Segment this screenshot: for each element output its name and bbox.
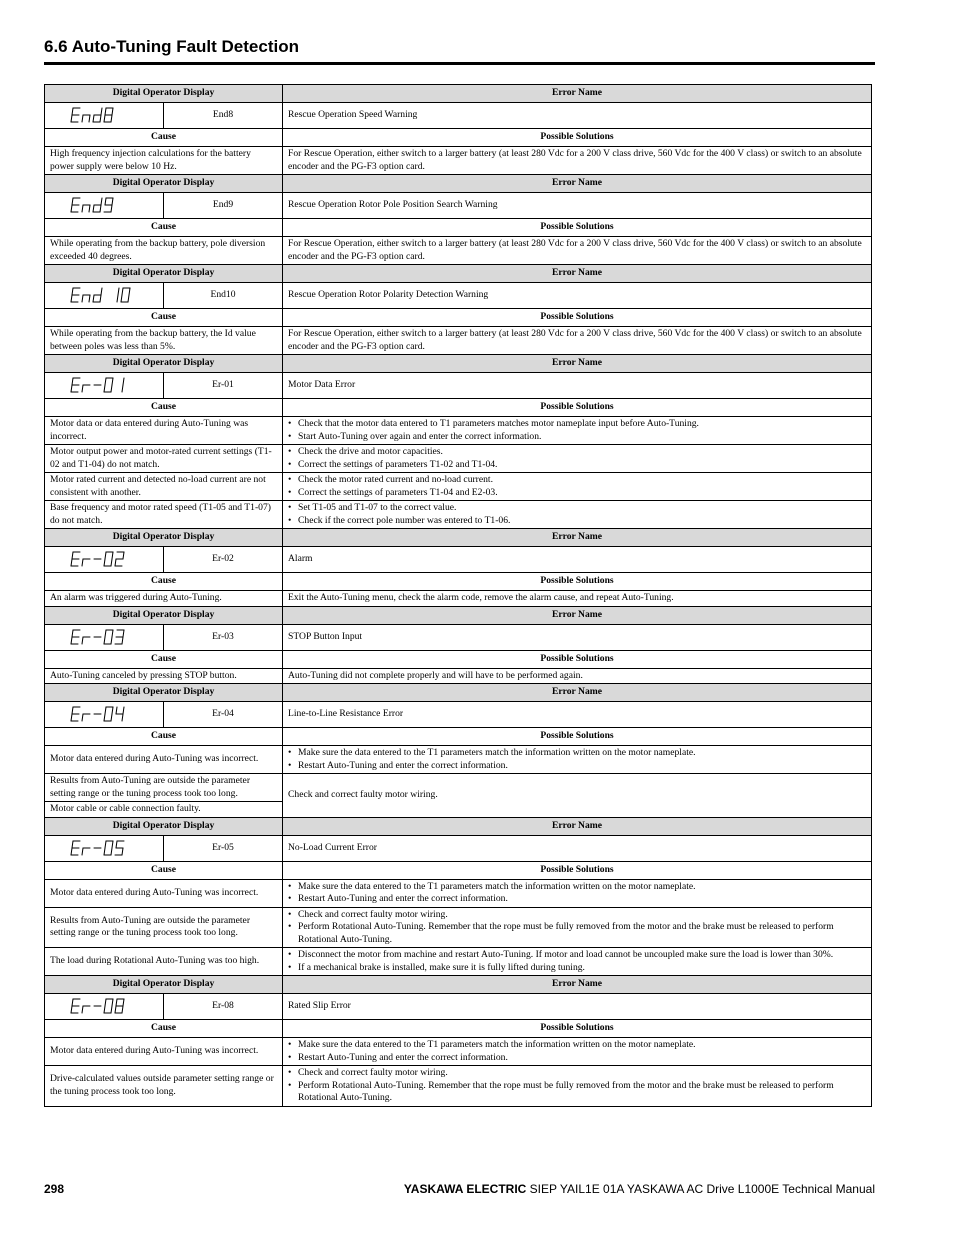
cause-row	[45, 445, 872, 473]
seven-segment-display	[69, 706, 139, 723]
cause-row	[45, 237, 872, 265]
error-name: STOP Button Input	[283, 624, 872, 650]
solution-cell	[283, 327, 872, 355]
solution-text: For Rescue Operation, either switch to a larger battery (at least 280 Vdc for a 200 V class drive, 560 Vdc for the 400 V class) or switch to an absolute encoder and the PG-F3 option card.	[288, 238, 862, 262]
solution-text: Check and correct faulty motor wiring.	[288, 789, 438, 800]
display-header: Digital Operator Display	[45, 684, 283, 702]
seven-segment-display	[69, 551, 139, 568]
seven-segment-display	[69, 840, 139, 857]
seven-segment-display	[69, 377, 139, 394]
cause-row	[45, 1038, 872, 1066]
display-header: Digital Operator Display	[45, 85, 283, 103]
error-name-header: Error Name	[283, 817, 872, 835]
error-name-header: Error Name	[283, 976, 872, 994]
cause-header: Cause	[45, 861, 283, 879]
error-name: Rated Slip Error	[283, 994, 872, 1020]
error-name-header: Error Name	[283, 529, 872, 547]
fault-code-row	[45, 373, 872, 399]
cause-header-row	[45, 399, 872, 417]
fault-code-row	[45, 193, 872, 219]
display-header-row	[45, 175, 872, 193]
fault-code: Er-05	[164, 835, 283, 861]
display-header-row	[45, 976, 872, 994]
display-header-row	[45, 684, 872, 702]
solution-item: • Check and correct faulty motor wiring.	[288, 1067, 866, 1080]
cause-header: Cause	[45, 650, 283, 668]
display-header-row	[45, 529, 872, 547]
error-name-header: Error Name	[283, 265, 872, 283]
fault-code: Er-04	[164, 702, 283, 728]
cause-text: Motor cable or cable connection faulty.	[45, 802, 283, 818]
solution-item: • Perform Rotational Auto-Tuning. Remember that the rope must be fully removed from the motor and the brake must be released to perform Rotational Auto-Tuning.	[288, 921, 866, 946]
solution-item: • Make sure the data entered to the T1 parameters match the information written on the motor nameplate.	[288, 747, 866, 760]
solution-list	[288, 418, 866, 443]
cause-text: High frequency injection calculations for the battery power supply were below 10 Hz.	[45, 147, 283, 175]
cause-row	[45, 879, 872, 907]
fault-code: Er-08	[164, 994, 283, 1020]
solution-item: • Perform Rotational Auto-Tuning. Remember that the rope must be fully removed from the motor and the brake must be released to perform Rotational Auto-Tuning.	[288, 1080, 866, 1105]
cause-row	[45, 417, 872, 445]
fault-code: End9	[164, 193, 283, 219]
seven-segment-display	[69, 998, 139, 1015]
solutions-header: Possible Solutions	[283, 728, 872, 746]
fault-code: Er-02	[164, 547, 283, 573]
solution-cell	[283, 948, 872, 976]
cause-text: Results from Auto-Tuning are outside the parameter setting range or the tuning process took too long.	[45, 774, 283, 802]
solution-item: • Correct the settings of parameters T1-02 and T1-04.	[288, 459, 866, 472]
cause-text: Results from Auto-Tuning are outside the parameter setting range or the tuning process took too long.	[45, 907, 283, 948]
error-name: Rescue Operation Rotor Polarity Detection Warning	[283, 283, 872, 309]
solution-cell	[283, 237, 872, 265]
cause-text: Motor rated current and detected no-load current are not consistent with another.	[45, 473, 283, 501]
operator-display	[45, 702, 164, 728]
solution-item: • Correct the settings of parameters T1-04 and E2-03.	[288, 487, 866, 500]
cause-row	[45, 591, 872, 607]
solutions-header: Possible Solutions	[283, 573, 872, 591]
manual-title	[404, 1182, 875, 1196]
solution-item: • Make sure the data entered to the T1 parameters match the information written on the motor nameplate.	[288, 881, 866, 894]
solution-cell	[283, 907, 872, 948]
solution-cell	[283, 879, 872, 907]
error-name: Alarm	[283, 547, 872, 573]
cause-header: Cause	[45, 1020, 283, 1038]
solution-list	[288, 1067, 866, 1105]
solution-cell	[283, 668, 872, 684]
fault-code: Er-01	[164, 373, 283, 399]
cause-row	[45, 746, 872, 774]
display-header: Digital Operator Display	[45, 606, 283, 624]
cause-header: Cause	[45, 129, 283, 147]
display-header-row	[45, 85, 872, 103]
solution-item: • Disconnect the motor from machine and restart Auto-Tuning. If motor and load cannot be uncoupled make sure the load is lower than 30%.	[288, 949, 866, 962]
solutions-header: Possible Solutions	[283, 309, 872, 327]
fault-code: End8	[164, 103, 283, 129]
solution-list	[288, 446, 866, 471]
solution-text: For Rescue Operation, either switch to a larger battery (at least 280 Vdc for a 200 V class drive, 560 Vdc for the 400 V class) or switch to an absolute encoder and the PG-F3 option card.	[288, 148, 862, 172]
solution-item: • If a mechanical brake is installed, make sure it is fully lifted during tuning.	[288, 962, 866, 975]
operator-display	[45, 193, 164, 219]
cause-text: Motor data entered during Auto-Tuning was incorrect.	[45, 879, 283, 907]
solution-item: • Restart Auto-Tuning and enter the correct information.	[288, 760, 866, 773]
solution-item: • Restart Auto-Tuning and enter the correct information.	[288, 1052, 866, 1065]
cause-text: An alarm was triggered during Auto-Tuning.	[45, 591, 283, 607]
cause-text: Motor output power and motor-rated current settings (T1-02 and T1-04) do not match.	[45, 445, 283, 473]
solutions-header: Possible Solutions	[283, 1020, 872, 1038]
page-header	[44, 36, 875, 65]
solution-list	[288, 949, 866, 974]
cause-row	[45, 1066, 872, 1107]
solution-list	[288, 881, 866, 906]
solution-item: • Check that the motor data entered to T1 parameters matches motor nameplate input before Auto-Tuning.	[288, 418, 866, 431]
display-header: Digital Operator Display	[45, 529, 283, 547]
solution-cell	[283, 445, 872, 473]
cause-row	[45, 668, 872, 684]
solution-item: • Check the drive and motor capacities.	[288, 446, 866, 459]
cause-row	[45, 907, 872, 948]
cause-text: Auto-Tuning canceled by pressing STOP button.	[45, 668, 283, 684]
error-name: No-Load Current Error	[283, 835, 872, 861]
error-name-header: Error Name	[283, 606, 872, 624]
operator-display	[45, 994, 164, 1020]
manual-name: SIEP YAIL1E 01A YASKAWA AC Drive L1000E Technical Manual	[526, 1182, 875, 1196]
cause-row	[45, 948, 872, 976]
solution-cell	[283, 1066, 872, 1107]
solution-text: Auto-Tuning did not complete properly and will have to be performed again.	[288, 669, 583, 681]
fault-code-row	[45, 994, 872, 1020]
solution-list	[288, 502, 866, 527]
solution-cell	[283, 417, 872, 445]
solution-cell	[283, 501, 872, 529]
cause-header-row	[45, 309, 872, 327]
fault-code-row	[45, 103, 872, 129]
solution-cell	[283, 1038, 872, 1066]
fault-code-row	[45, 547, 872, 573]
cause-header: Cause	[45, 573, 283, 591]
solution-item: • Start Auto-Tuning over again and enter the correct information.	[288, 431, 866, 444]
cause-header-row	[45, 1020, 872, 1038]
solution-item: • Make sure the data entered to the T1 parameters match the information written on the motor nameplate.	[288, 1039, 866, 1052]
display-header: Digital Operator Display	[45, 175, 283, 193]
operator-display	[45, 283, 164, 309]
cause-row	[45, 327, 872, 355]
solution-list	[288, 909, 866, 947]
cause-text: Motor data entered during Auto-Tuning was incorrect.	[45, 746, 283, 774]
display-header-row	[45, 606, 872, 624]
solution-item: • Restart Auto-Tuning and enter the correct information.	[288, 893, 866, 906]
display-header-row	[45, 355, 872, 373]
cause-row	[45, 147, 872, 175]
cause-text: Motor data or data entered during Auto-Tuning was incorrect.	[45, 417, 283, 445]
operator-display	[45, 835, 164, 861]
cause-header-row	[45, 573, 872, 591]
section-title: 6.6 Auto-Tuning Fault Detection	[44, 37, 299, 56]
error-name-header: Error Name	[283, 85, 872, 103]
error-name: Rescue Operation Speed Warning	[283, 103, 872, 129]
fault-code-row	[45, 283, 872, 309]
solution-item: • Set T1-05 and T1-07 to the correct value.	[288, 502, 866, 515]
display-header-row	[45, 817, 872, 835]
cause-header: Cause	[45, 309, 283, 327]
solutions-header: Possible Solutions	[283, 650, 872, 668]
seven-segment-display	[69, 107, 139, 124]
solution-list	[288, 1039, 866, 1064]
seven-segment-display	[69, 197, 139, 214]
display-header: Digital Operator Display	[45, 817, 283, 835]
cause-header-row	[45, 861, 872, 879]
cause-row	[45, 774, 872, 802]
solutions-header: Possible Solutions	[283, 861, 872, 879]
fault-code-row	[45, 624, 872, 650]
display-header: Digital Operator Display	[45, 355, 283, 373]
error-name-header: Error Name	[283, 684, 872, 702]
fault-table	[44, 84, 872, 1107]
page-number: 298	[44, 1182, 65, 1196]
operator-display	[45, 103, 164, 129]
operator-display	[45, 547, 164, 573]
seven-segment-display	[69, 287, 139, 304]
fault-code-row	[45, 835, 872, 861]
cause-header: Cause	[45, 399, 283, 417]
error-name-header: Error Name	[283, 355, 872, 373]
cause-text: Base frequency and motor rated speed (T1-05 and T1-07) do not match.	[45, 501, 283, 529]
error-name: Line-to-Line Resistance Error	[283, 702, 872, 728]
cause-text: Drive-calculated values outside parameter setting range or the tuning process took too long.	[45, 1066, 283, 1107]
fault-code: Er-03	[164, 624, 283, 650]
fault-code: End10	[164, 283, 283, 309]
solution-cell	[283, 591, 872, 607]
solutions-header: Possible Solutions	[283, 399, 872, 417]
cause-row	[45, 473, 872, 501]
cause-header-row	[45, 728, 872, 746]
cause-text: While operating from the backup battery, the Id value between poles was less than 5%.	[45, 327, 283, 355]
cause-header: Cause	[45, 728, 283, 746]
solution-item: • Check if the correct pole number was entered to T1-06.	[288, 515, 866, 528]
cause-text: The load during Rotational Auto-Tuning was too high.	[45, 948, 283, 976]
display-header: Digital Operator Display	[45, 265, 283, 283]
solution-item: • Check the motor rated current and no-load current.	[288, 474, 866, 487]
error-name: Rescue Operation Rotor Pole Position Search Warning	[283, 193, 872, 219]
operator-display	[45, 624, 164, 650]
error-name-header: Error Name	[283, 175, 872, 193]
solutions-header: Possible Solutions	[283, 129, 872, 147]
cause-header: Cause	[45, 219, 283, 237]
cause-text: Motor data entered during Auto-Tuning was incorrect.	[45, 1038, 283, 1066]
seven-segment-display	[69, 629, 139, 646]
solution-cell	[283, 746, 872, 774]
cause-header-row	[45, 129, 872, 147]
solutions-header: Possible Solutions	[283, 219, 872, 237]
solution-list	[288, 474, 866, 499]
solution-cell	[283, 774, 872, 818]
solution-text: Exit the Auto-Tuning menu, check the alarm code, remove the alarm cause, and repeat Auto-Tuning.	[288, 592, 674, 603]
cause-row	[45, 501, 872, 529]
display-header: Digital Operator Display	[45, 976, 283, 994]
error-name: Motor Data Error	[283, 373, 872, 399]
solution-cell	[283, 147, 872, 175]
cause-header-row	[45, 219, 872, 237]
solution-cell	[283, 473, 872, 501]
cause-header-row	[45, 650, 872, 668]
solution-list	[288, 747, 866, 772]
cause-text: While operating from the backup battery, pole diversion exceeded 40 degrees.	[45, 237, 283, 265]
brand-name: YASKAWA ELECTRIC	[403, 1182, 527, 1196]
solution-item: • Check and correct faulty motor wiring.	[288, 909, 866, 922]
solution-text: For Rescue Operation, either switch to a larger battery (at least 280 Vdc for a 200 V class drive, 560 Vdc for the 400 V class) or switch to an absolute encoder and the PG-F3 option card.	[288, 328, 862, 352]
fault-code-row	[45, 702, 872, 728]
operator-display	[45, 373, 164, 399]
display-header-row	[45, 265, 872, 283]
